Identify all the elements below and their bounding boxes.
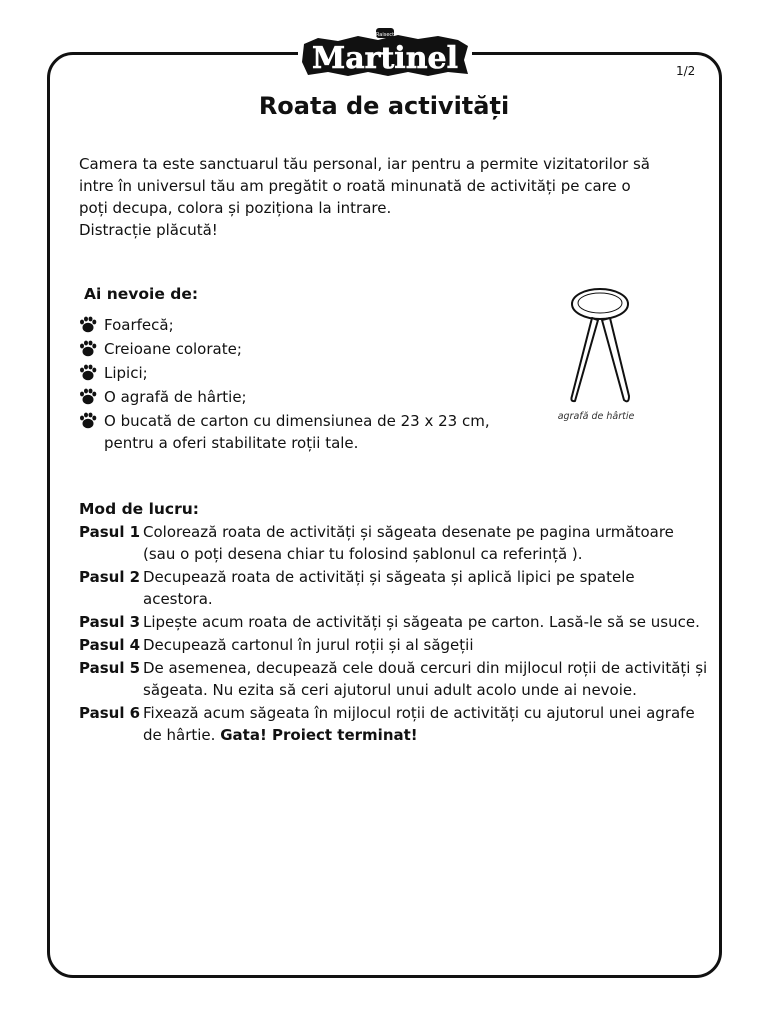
paw-print-icon (79, 316, 97, 333)
paw-print-icon (79, 340, 97, 357)
step-text: Lipește acum roata de activități și săgeata pe carton. Lasă-le să se usuce. (143, 613, 700, 631)
step-text-bold: Gata! Proiect terminat! (220, 726, 418, 744)
list-item-text: Creioane colorate; (104, 340, 242, 358)
method-heading-colon: : (192, 500, 199, 518)
intro-line: intre în universul tău am pregătit o roată minunată de activități pe care o (79, 177, 631, 195)
intro-line: Camera ta este sanctuarul tău personal, iar pentru a permite vizitatorilor să (79, 155, 650, 173)
step-text: Decupează cartonul în jurul roții și al săgeții (143, 636, 474, 654)
list-item (79, 410, 499, 454)
step-item (79, 521, 709, 565)
list-item (79, 314, 499, 336)
needs-list (79, 314, 499, 456)
step-label: Pasul 4 (79, 636, 141, 654)
needs-heading: Ai nevoie de: (84, 285, 199, 303)
step-text: Colorează roata de activități și săgeata desenate pe pagina următoare (sau o poți desena chiar tu folosind șablonul ca referință ). (143, 523, 674, 563)
list-item (79, 338, 499, 360)
steps-list (79, 521, 709, 747)
list-item-text: Lipici; (104, 364, 148, 382)
paw-print-icon (79, 388, 97, 405)
step-item (79, 611, 709, 633)
step-text (143, 702, 709, 746)
step-label: Pasul 2 (79, 568, 141, 586)
method-heading (79, 500, 199, 518)
step-text: Decupează roata de activități și săgeata și aplică lipici pe spatele acestora. (143, 568, 635, 608)
intro-line: poți decupa, colora și poziționa la intrare. (79, 199, 392, 217)
step-label: Pasul 1 (79, 523, 141, 541)
figure-caption: agrafă de hârtie (557, 411, 635, 422)
step-label: Pasul 3 (79, 613, 141, 631)
list-item (79, 386, 499, 408)
intro-line: Distracție plăcută! (79, 221, 218, 239)
step-text-regular: Fixează acum săgeata în mijlocul roții de activități cu ajutorul unei agrafe de hârtie. (143, 704, 695, 744)
list-item (79, 362, 499, 384)
step-item (79, 657, 709, 701)
paw-print-icon (79, 412, 97, 429)
paper-fastener-icon (556, 284, 646, 424)
logo-text: Martinel (311, 41, 459, 76)
step-item (79, 702, 709, 746)
step-item (79, 566, 709, 610)
step-label: Pasul 6 (79, 704, 141, 722)
logo-small-text: Raisect (375, 32, 395, 38)
list-item-text: O agrafă de hârtie; (104, 388, 247, 406)
martinel-logo (298, 26, 472, 82)
page-title: Roata de activități (258, 92, 510, 120)
paw-print-icon (79, 364, 97, 381)
step-label: Pasul 5 (79, 659, 141, 677)
step-text: De asemenea, decupează cele două cercuri din mijlocul roții de activități și săgeata. Nu ezita să ceri ajutorul unui adult acolo unde ai nevoie. (143, 659, 708, 699)
method-heading-text: Mod de lucru (79, 500, 193, 518)
page-number: 1/2 (676, 64, 696, 78)
list-item-text: O bucată de carton cu dimensiunea de 23 x 23 cm, pentru a oferi stabilitate roții tale. (104, 412, 490, 452)
step-item (79, 634, 709, 656)
list-item-text: Foarfecă; (104, 316, 174, 334)
intro-paragraph (79, 153, 719, 241)
